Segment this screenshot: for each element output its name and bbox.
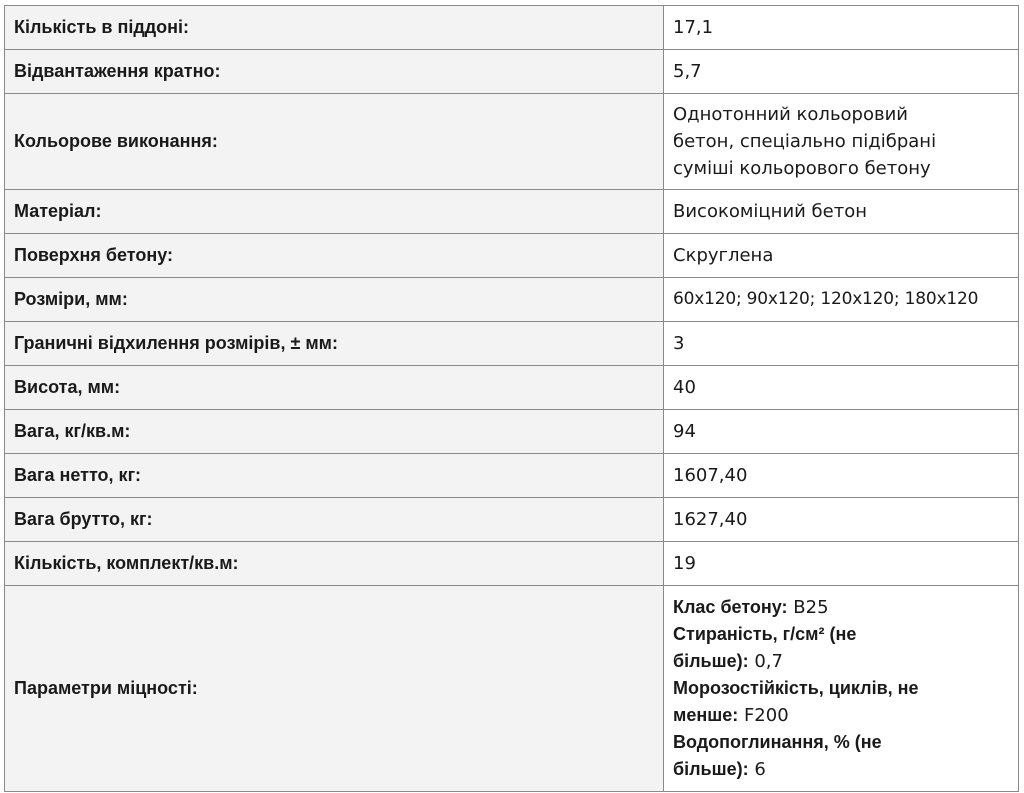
table-row	[5, 410, 1019, 454]
row-label: Параметри міцності:	[5, 586, 664, 792]
frost-value: F200	[743, 705, 789, 726]
row-label: Граничні відхилення розмірів, ± мм:	[5, 322, 664, 366]
table-row	[5, 50, 1019, 94]
table-row	[5, 278, 1019, 322]
row-value: 1607,40	[664, 454, 1019, 498]
table-row	[5, 190, 1019, 234]
table-row	[5, 586, 1019, 792]
strength-params	[664, 586, 1019, 792]
row-value: 60x120; 90x120; 120x120; 180x120	[664, 278, 1019, 322]
row-label: Відвантаження кратно:	[5, 50, 664, 94]
strength-line	[673, 594, 1018, 621]
water-value: 6	[754, 759, 766, 780]
row-value	[664, 94, 1019, 190]
row-value: 40	[664, 366, 1019, 410]
row-value: 3	[664, 322, 1019, 366]
class-label: Клас бетону:	[673, 597, 788, 617]
row-value: 94	[664, 410, 1019, 454]
row-value: 17,1	[664, 6, 1019, 50]
abrasion-label-line-1: Стиранiсть, г/см² (не	[673, 624, 857, 644]
specs-table	[4, 5, 1019, 792]
table-row	[5, 498, 1019, 542]
table-row	[5, 6, 1019, 50]
frost-label-line-2: менше:	[673, 705, 739, 725]
row-label: Вага, кг/кв.м:	[5, 410, 664, 454]
row-label: Матеріал:	[5, 190, 664, 234]
table-row	[5, 94, 1019, 190]
water-label-line-1: Водопоглинання, % (не	[673, 732, 882, 752]
row-value: 5,7	[664, 50, 1019, 94]
row-label: Висота, мм:	[5, 366, 664, 410]
class-value: B25	[793, 597, 829, 618]
table-row	[5, 542, 1019, 586]
row-label: Кількість в піддоні:	[5, 6, 664, 50]
row-label: Поверхня бетону:	[5, 234, 664, 278]
row-value: 1627,40	[664, 498, 1019, 542]
strength-line	[673, 702, 1018, 729]
strength-line	[673, 648, 1018, 675]
abrasion-label-line-2: більше):	[673, 651, 749, 671]
table-row	[5, 322, 1019, 366]
row-label: Вага брутто, кг:	[5, 498, 664, 542]
value-line: бетон, спеціально підібрані	[673, 131, 937, 152]
row-value: Скруглена	[664, 234, 1019, 278]
row-label: Вага нетто, кг:	[5, 454, 664, 498]
row-label: Кількість, комплект/кв.м:	[5, 542, 664, 586]
row-value: Високоміцний бетон	[664, 190, 1019, 234]
value-line: суміші кольорового бетону	[673, 158, 931, 179]
table-row	[5, 366, 1019, 410]
water-label-line-2: більше):	[673, 759, 749, 779]
strength-line	[673, 756, 1018, 783]
row-label: Розміри, мм:	[5, 278, 664, 322]
table-row	[5, 454, 1019, 498]
frost-label-line-1: Морозостійкість, циклів, не	[673, 678, 919, 698]
row-label: Кольорове виконання:	[5, 94, 664, 190]
value-line: Однотонний кольоровий	[673, 104, 909, 125]
table-row	[5, 234, 1019, 278]
abrasion-value: 0,7	[754, 651, 783, 672]
row-value: 19	[664, 542, 1019, 586]
